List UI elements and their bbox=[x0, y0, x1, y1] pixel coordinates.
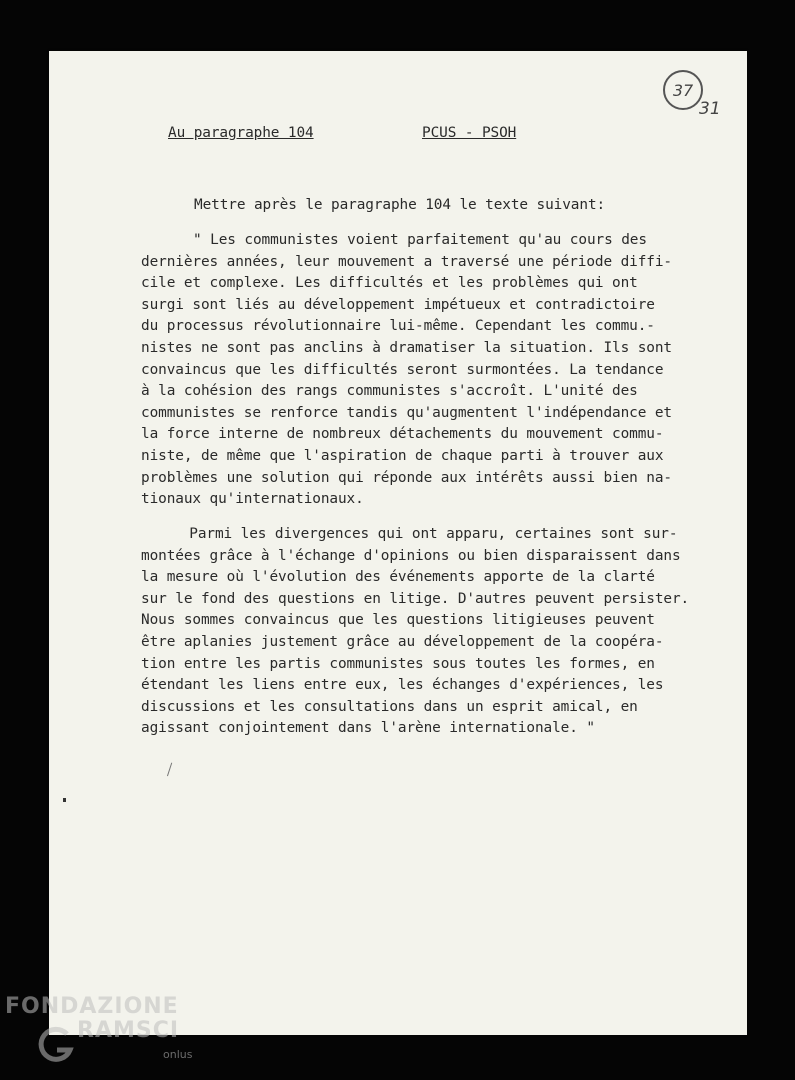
header-party-ref: PCUS - PSOH bbox=[422, 125, 517, 141]
document-page bbox=[49, 51, 747, 1035]
text-line: sur le fond des questions en litige. D'autres peuvent persister. bbox=[141, 590, 690, 607]
pencil-mark bbox=[167, 763, 176, 778]
paper-speck bbox=[63, 798, 66, 802]
text-line: agissant conjointement dans l'arène internationale. " bbox=[141, 720, 595, 737]
text-line: Parmi les divergences qui ont apparu, certaines sont sur- bbox=[155, 526, 678, 542]
text-line: Nous sommes convaincus que les questions litigieuses peuvent bbox=[141, 612, 655, 629]
watermark-line2: RAMSCI bbox=[77, 1018, 180, 1043]
text-line: étendant les liens entre eux, les échanges d'expériences, les bbox=[141, 677, 664, 694]
watermark-line1: FONDAZIONE bbox=[5, 994, 179, 1019]
text-line: à la cohésion des rangs communistes s'accroît. L'unité des bbox=[141, 383, 638, 400]
paragraph-1 bbox=[141, 230, 741, 511]
text-line: nistes ne sont pas anclins à dramatiser la situation. Ils sont bbox=[141, 339, 672, 356]
paragraph-2 bbox=[141, 524, 741, 740]
text-line: communistes se renforce tandis qu'augmentent l'indépendance et bbox=[141, 404, 672, 421]
text-line: la mesure où l'évolution des événements apporte de la clarté bbox=[141, 569, 655, 586]
intro-line: Mettre après le paragraphe 104 le texte suivant: bbox=[194, 197, 606, 213]
stamp-number: 37 bbox=[672, 80, 694, 100]
text-line: tion entre les partis communistes sous toutes les formes, en bbox=[141, 655, 655, 672]
gramsci-g-logo-icon bbox=[37, 1024, 77, 1064]
text-line: convaincus que les difficultés seront surmontées. La tendance bbox=[141, 361, 664, 378]
watermark-line3: onlus bbox=[163, 1048, 193, 1061]
text-line: montées grâce à l'échange d'opinions ou bien disparaissent dans bbox=[141, 547, 681, 564]
text-line: discussions et les consultations dans un esprit amical, en bbox=[141, 698, 638, 715]
text-line: surgi sont liés au développement impétueux et contradictoire bbox=[141, 296, 655, 313]
text-line: dernières années, leur mouvement a traversé une période diffi- bbox=[141, 253, 672, 270]
page-number: 31 bbox=[699, 99, 721, 119]
text-line: tionaux qu'internationaux. bbox=[141, 491, 364, 508]
header-paragraph-ref: Au paragraphe 104 bbox=[168, 125, 314, 141]
archive-stamp bbox=[663, 70, 703, 110]
text-line: du processus révolutionnaire lui-même. Cependant les commu.- bbox=[141, 318, 655, 335]
fondazione-gramsci-watermark bbox=[5, 994, 205, 1074]
text-line: " Les communistes voient parfaitement qu'au cours des bbox=[193, 232, 647, 248]
text-line: cile et complexe. Les difficultés et les problèmes qui ont bbox=[141, 275, 638, 292]
text-line: être aplanies justement grâce au développement de la coopéra- bbox=[141, 633, 664, 650]
text-line: la force interne de nombreux détachements du mouvement commu- bbox=[141, 426, 664, 443]
text-line: niste, de même que l'aspiration de chaque parti à trouver aux bbox=[141, 447, 664, 464]
text-line: problèmes une solution qui réponde aux intérêts aussi bien na- bbox=[141, 469, 672, 486]
